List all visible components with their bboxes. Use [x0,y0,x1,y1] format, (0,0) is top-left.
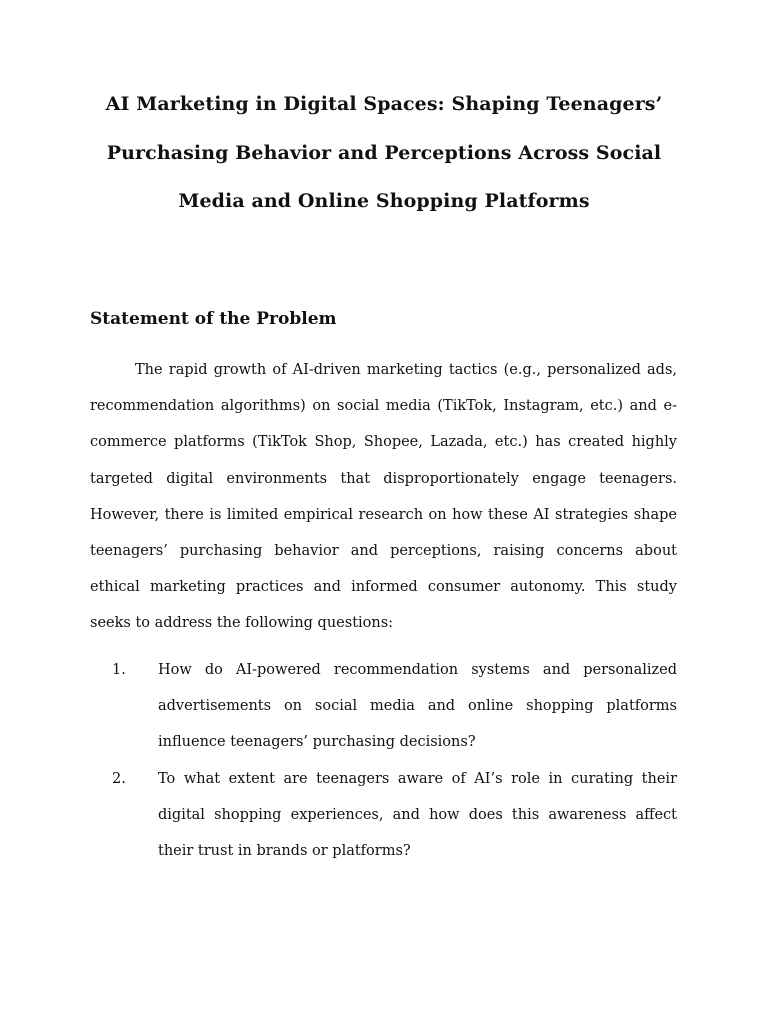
research-questions-list [90,652,677,869]
question-number: 1. [112,662,126,678]
research-question-item [90,652,677,761]
document-title: AI Marketing in Digital Spaces: Shaping Teenagers’ Purchasing Behavior and Perceptions Across Social Media and Online Shopping Platforms [105,93,663,213]
problem-paragraph: The rapid growth of AI-driven marketing tactics (e.g., personalized ads, recommendation algorithms) on social media (TikTok, Instagram, etc.) and e-commerce platforms (TikTok Shop, Shopee, Lazada, etc.) has created highly targeted digital environments that disproportionately engage teenagers. However, there is limited empirical research on how these AI strategies shape teenagers’ purchasing behavior and perceptions, raising concerns about ethical marketing practices and informed consumer autonomy. This study seeks to address the following questions: [90,362,677,632]
question-text: How do AI-powered recommendation systems and personalized advertisements on social media and online shopping platforms influence teenagers’ purchasing decisions? [158,662,677,751]
question-text: To what extent are teenagers aware of AI’s role in curating their digital shopping experiences, and how does this awareness affect their trust in brands or platforms? [158,770,677,860]
question-number: 2. [112,770,126,787]
research-question-item [90,761,677,870]
section-heading: Statement of the Problem [90,309,337,329]
